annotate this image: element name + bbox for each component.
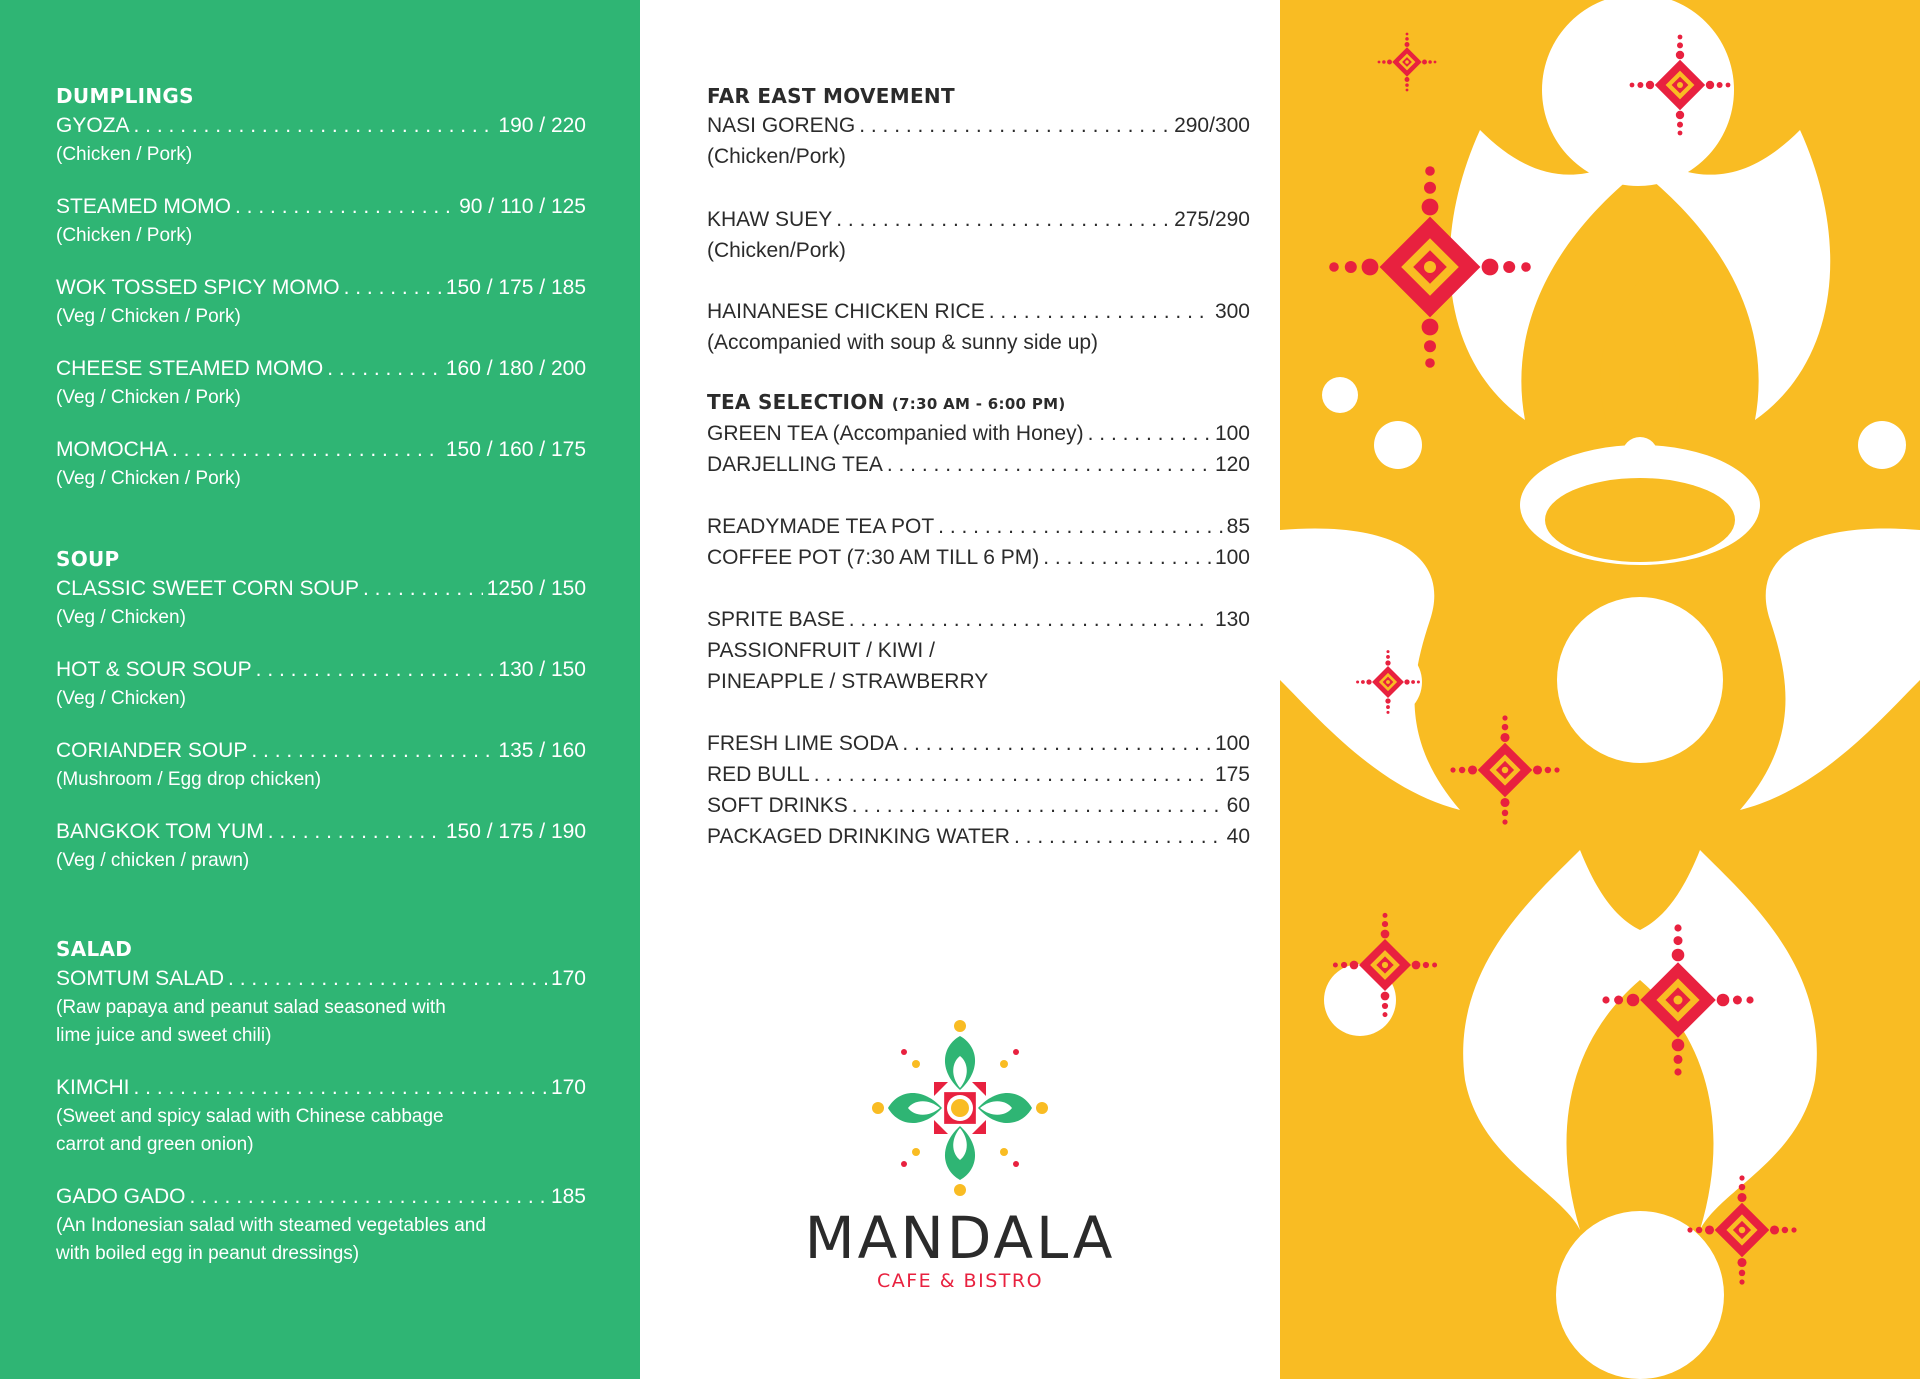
item-price: 150 / 175 / 190	[445, 820, 586, 843]
item-name: HOT & SOUR SOUP	[56, 658, 252, 681]
brand-name: MANDALA	[804, 1204, 1116, 1272]
item-description: (Chicken / Pork)	[56, 225, 193, 246]
tea-title: TEA SELECTION	[707, 390, 885, 414]
menu-item-sprite-base	[707, 604, 1250, 697]
menu-item-wok-tossed-spicy-momo	[56, 272, 586, 331]
item-description: (Veg / Chicken / Pork)	[56, 387, 241, 408]
red-motif	[1450, 715, 1559, 824]
item-price: 135 / 160	[498, 739, 586, 762]
salad-section	[56, 935, 586, 1268]
ornament-center-circle	[1557, 597, 1723, 763]
dot-leader	[849, 604, 1211, 635]
drinks-group	[707, 728, 1250, 852]
mandala-pattern-illustration	[1280, 0, 1920, 1379]
menu-item-coriander-soup	[56, 735, 586, 794]
item-name: GADO GADO	[56, 1185, 186, 1208]
item-price: 1250 / 150	[486, 577, 586, 600]
menu-item-fresh-lime-soda	[707, 728, 1250, 759]
item-name: SPRITE BASE	[707, 608, 845, 631]
menu-item-momocha	[56, 434, 586, 493]
section-title-salad: SALAD	[56, 937, 133, 961]
item-name: KIMCHI	[56, 1076, 130, 1099]
soup-section	[56, 545, 586, 875]
item-price: 100	[1214, 422, 1250, 445]
item-name: FRESH LIME SODA	[707, 732, 899, 755]
dot-leader	[363, 573, 483, 604]
item-name: KHAW SUEY	[707, 208, 833, 231]
menu-item-gyoza	[56, 110, 586, 169]
dot-leader	[989, 296, 1211, 327]
ornament-dot	[1622, 437, 1658, 473]
middle-menu-column	[707, 82, 1250, 852]
dot-leader	[327, 353, 442, 384]
item-name: SOFT DRINKS	[707, 794, 848, 817]
ornament-arch-bottom	[1463, 850, 1817, 1230]
item-description: (Chicken/Pork)	[707, 239, 846, 262]
dot-leader	[836, 204, 1170, 235]
item-price: 100	[1214, 732, 1250, 755]
dot-leader	[1088, 418, 1211, 449]
item-price: 120	[1214, 453, 1250, 476]
item-name: NASI GORENG	[707, 114, 856, 137]
menu-item-steamed-momo	[56, 191, 586, 250]
dot-leader	[1043, 542, 1211, 573]
item-description: (Mushroom / Egg drop chicken)	[56, 769, 322, 790]
dot-leader	[902, 728, 1211, 759]
item-description: (Veg / chicken / prawn)	[56, 850, 250, 871]
menu-item-darjelling-tea	[707, 449, 1250, 480]
sprite-flavours-line: PASSIONFRUIT / KIWI /	[707, 639, 935, 662]
dot-leader	[938, 511, 1222, 542]
menu-item-nasi-goreng	[707, 110, 1250, 172]
dot-leader	[228, 963, 547, 994]
item-price: 185	[550, 1185, 586, 1208]
item-price: 175	[1214, 763, 1250, 786]
menu-item-kimchi	[56, 1072, 586, 1159]
item-name: SOMTUM SALAD	[56, 967, 225, 990]
dot-leader	[887, 449, 1211, 480]
item-name: MOMOCHA	[56, 438, 168, 461]
item-description: (Veg / Chicken)	[56, 607, 186, 628]
menu-item-classic-sweet-corn-soup	[56, 573, 586, 632]
menu-item-somtum-salad	[56, 963, 586, 1050]
section-title-tea-selection	[707, 388, 1250, 418]
menu-item-green-tea	[707, 418, 1250, 449]
mandala-flower-icon	[870, 1018, 1050, 1198]
menu-item-red-bull	[707, 759, 1250, 790]
tea-hours-note: (7:30 AM - 6:00 PM)	[891, 395, 1066, 413]
section-title-soup: SOUP	[56, 547, 120, 571]
item-name: HAINANESE CHICKEN RICE	[707, 300, 985, 323]
item-price: 300	[1214, 300, 1250, 323]
item-name: DARJELLING TEA	[707, 453, 883, 476]
ornament-dot	[1858, 421, 1906, 469]
left-menu-panel	[0, 0, 640, 1379]
item-price: 150 / 160 / 175	[445, 438, 586, 461]
item-price: 130 / 150	[498, 658, 586, 681]
menu-item-gado-gado	[56, 1181, 586, 1268]
ornament-circle	[1556, 1211, 1724, 1379]
dumplings-section	[56, 82, 586, 493]
item-description: (Chicken/Pork)	[707, 145, 846, 168]
item-price: 60	[1226, 794, 1250, 817]
item-name: STEAMED MOMO	[56, 195, 232, 218]
item-name: CHEESE STEAMED MOMO	[56, 357, 324, 380]
item-price: 85	[1226, 515, 1250, 538]
dot-leader	[134, 110, 495, 141]
ornament-side-right	[1740, 528, 1920, 810]
pot-group	[707, 511, 1250, 573]
dot-leader	[1014, 821, 1223, 852]
item-description: (Veg / Chicken / Pork)	[56, 468, 241, 489]
dot-leader	[134, 1072, 547, 1103]
section-title-far-east-movement: FAR EAST MOVEMENT	[707, 84, 955, 108]
dot-leader	[814, 759, 1211, 790]
dot-leader	[235, 191, 455, 222]
item-price: 130	[1214, 608, 1250, 631]
item-name: BANGKOK TOM YUM	[56, 820, 264, 843]
menu-item-bangkok-tom-yum	[56, 816, 586, 875]
item-name: WOK TOSSED SPICY MOMO	[56, 276, 340, 299]
menu-item-readymade-tea-pot	[707, 511, 1250, 542]
dot-leader	[190, 1181, 547, 1212]
item-description: (Sweet and spicy salad with Chinese cabbage carrot and green onion)	[56, 1106, 444, 1155]
dot-leader	[852, 790, 1223, 821]
left-menu-column	[56, 82, 586, 1320]
menu-item-khaw-suey	[707, 204, 1250, 266]
item-price: 290/300	[1174, 114, 1250, 137]
red-motif	[1378, 33, 1437, 92]
item-name: GREEN TEA (Accompanied with Honey)	[707, 422, 1084, 445]
menu-item-packaged-drinking-water	[707, 821, 1250, 852]
item-description: (An Indonesian salad with steamed vegetables and with boiled egg in peanut dressings)	[56, 1215, 486, 1264]
item-price: 100	[1214, 546, 1250, 569]
brand-tagline: CAFE & BISTRO	[876, 1270, 1044, 1292]
item-name: PACKAGED DRINKING WATER	[707, 825, 1010, 848]
dot-leader	[256, 654, 495, 685]
item-description: (Raw papaya and peanut salad seasoned with lime juice and sweet chili)	[56, 997, 446, 1046]
menu-item-hainanese-chicken-rice	[707, 296, 1250, 358]
dot-leader	[268, 816, 442, 847]
item-name: CLASSIC SWEET CORN SOUP	[56, 577, 360, 600]
ornament-dot	[1322, 377, 1358, 413]
item-description: (Veg / Chicken)	[56, 688, 186, 709]
item-name: GYOZA	[56, 114, 130, 137]
item-price: 40	[1226, 825, 1250, 848]
dot-leader	[344, 272, 442, 303]
item-name: COFFEE POT (7:30 AM TILL 6 PM)	[707, 546, 1040, 569]
item-name: RED BULL	[707, 763, 810, 786]
item-description: (Veg / Chicken / Pork)	[56, 306, 241, 327]
decorative-pattern-panel	[1280, 0, 1920, 1379]
item-description: (Chicken / Pork)	[56, 144, 193, 165]
item-price: 275/290	[1174, 208, 1250, 231]
menu-item-coffee-pot	[707, 542, 1250, 573]
section-title-dumplings: DUMPLINGS	[56, 84, 194, 108]
item-description: (Accompanied with soup & sunny side up)	[707, 331, 1099, 354]
menu-item-cheese-steamed-momo	[56, 353, 586, 412]
menu-item-hot-sour-soup	[56, 654, 586, 713]
middle-menu-panel	[640, 0, 1280, 1379]
sprite-flavours-line: PINEAPPLE / STRAWBERRY	[707, 670, 989, 693]
item-price: 170	[550, 1076, 586, 1099]
item-price: 160 / 180 / 200	[445, 357, 586, 380]
tea-group	[707, 418, 1250, 480]
mandala-logo	[640, 1018, 1280, 1292]
item-price: 190 / 220	[498, 114, 586, 137]
item-price: 170	[550, 967, 586, 990]
item-name: READYMADE TEA POT	[707, 515, 935, 538]
ornament-dot	[1374, 421, 1422, 469]
dot-leader	[251, 735, 494, 766]
item-price: 90 / 110 / 125	[459, 195, 586, 218]
item-name: CORIANDER SOUP	[56, 739, 248, 762]
item-price: 150 / 175 / 185	[445, 276, 586, 299]
dot-leader	[859, 110, 1170, 141]
menu-item-soft-drinks	[707, 790, 1250, 821]
dot-leader	[172, 434, 442, 465]
